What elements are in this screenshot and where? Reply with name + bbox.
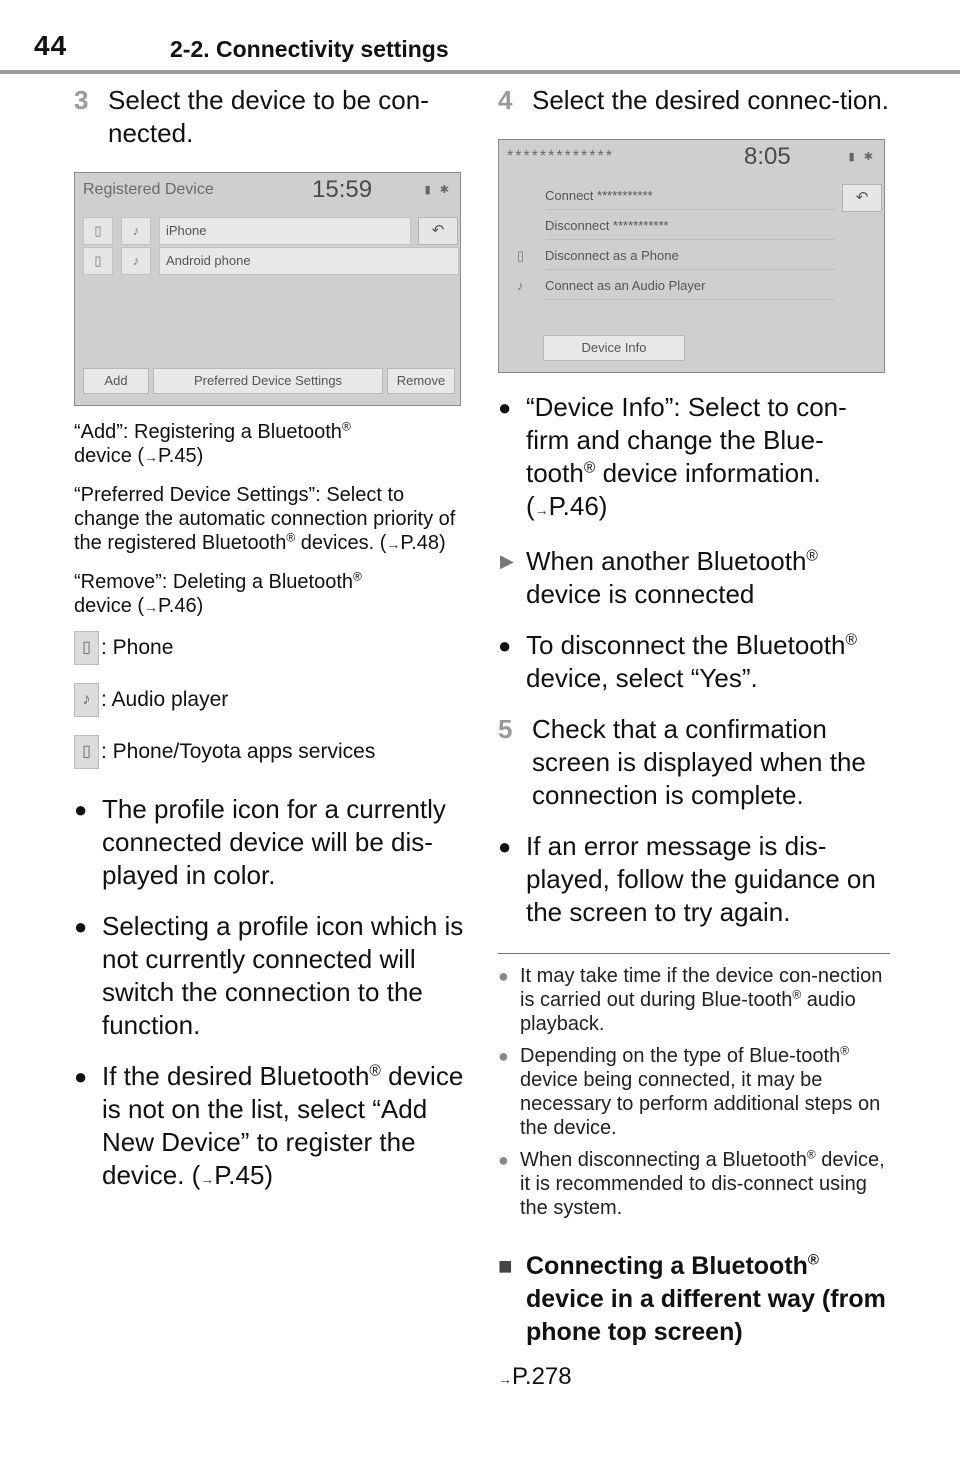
arrow-icon: → [534,502,549,518]
registered-mark: ® [353,569,362,584]
triangle-icon: ▶ [500,551,514,571]
arrow-icon: → [200,1171,215,1187]
connect-as-audio-player-option: Connect as an Audio Player [545,272,835,300]
bullet-text: device information. ( [526,458,821,521]
notes-divider [498,953,890,954]
note-playback [498,964,890,1036]
back-icon: ↶ [842,184,882,212]
arrow-icon: → [144,599,159,615]
bullet-profile-icon [74,793,466,892]
bullet-text: “Device Info”: Select to con-firm and change the Blue-tooth [526,392,847,488]
device-row-android: Android phone [159,247,459,275]
bullet-icon: ● [74,914,88,939]
arrow-icon: → [386,536,401,552]
step-text: Check that a confirmation screen is displayed when the connection is complete. [532,714,866,810]
bullet-icon: ● [74,1064,88,1089]
left-column [74,84,466,1196]
step-text: Select the device to be con-nected. [108,85,429,148]
caption-preferred [74,483,466,556]
step-4 [498,84,890,117]
bullet-add-new-device [74,1060,466,1196]
registered-mark: ® [341,419,351,434]
registered-mark: ® [792,987,802,1002]
page-reference: P.45) [214,1160,274,1190]
status-icons: ▮ ✱ [848,151,876,163]
screen-clock: 8:05 [744,143,791,170]
condition-text: When another Bluetooth [526,546,807,576]
phone-icon: ▯ [517,248,525,263]
page-reference: P.45) [158,445,204,467]
step-3 [74,84,466,150]
music-note-icon: ♪ [121,217,151,245]
page-reference: P.278 [512,1363,572,1390]
registered-mark: ® [583,459,596,477]
add-button: Add [83,368,149,394]
bullet-disconnect [498,629,890,695]
note-text: device being connected, it may be necessary to perform additional steps on the device. [520,1069,881,1139]
section-title: 2-2. Connectivity settings [170,36,449,62]
page-reference: P.46) [548,491,608,521]
step-number: 4 [498,85,513,115]
condition-another-device [498,545,890,611]
registered-mark: ® [806,547,818,565]
phone-icon: ▯ [83,247,113,275]
arrow-icon: → [144,449,159,465]
note-bullet-icon: ● [498,1150,509,1170]
legend-phone-apps [74,735,466,775]
music-note-icon: ♪ [121,247,151,275]
registered-device-screenshot [74,172,461,406]
back-icon: ↶ [418,217,458,245]
note-bullet-icon: ● [498,1046,509,1066]
caption-text: device ( [74,445,145,467]
registered-mark: ® [806,1147,816,1162]
screen-title: ************* [507,148,614,165]
phone-apps-icon: ▯ [83,217,113,245]
caption-text: devices. ( [300,532,387,554]
bullet-error-message [498,830,890,929]
bullet-text: device is not on the list, select “Add New Device” to register the device. ( [102,1061,464,1190]
phone-icon: ▯ [74,631,99,665]
step-number: 5 [498,714,513,744]
note-text: When disconnecting a Bluetooth [520,1149,807,1171]
phone-apps-icon: ▯ [74,735,99,769]
caption-add [74,420,466,469]
caption-text: device ( [74,595,145,617]
bullet-icon: ● [498,633,512,658]
caption-text: “Add”: Registering a Bluetooth [74,421,342,443]
note-text: audio playback. [520,989,856,1035]
legend-audio-player [74,683,466,723]
note-text: device, it is recommended to dis-connect using the system. [520,1149,885,1219]
legend-label: : Phone/Toyota apps services [101,740,376,763]
registered-mark: ® [807,1251,819,1269]
step-number: 3 [74,85,89,115]
note-bullet-icon: ● [498,966,509,986]
preferred-device-settings-button: Preferred Device Settings [153,368,383,394]
bullet-text: If the desired Bluetooth [102,1061,370,1091]
bullet-switch-connection [74,910,466,1042]
bullet-icon: ● [498,395,512,420]
page-reference: P.48) [400,532,446,554]
step-5 [498,713,890,812]
right-column [498,84,890,1391]
registered-mark: ® [840,1043,850,1058]
arrow-icon: → [498,1371,512,1387]
page-number: 44 [34,30,68,61]
device-row-iphone: iPhone [159,217,411,245]
note-disconnecting [498,1148,890,1220]
caption-text: “Remove”: Deleting a Bluetooth [74,571,354,593]
bullet-icon: ● [498,834,512,859]
legend-label: : Audio player [101,688,229,711]
step-text: Select the desired connec-tion. [532,85,889,115]
registered-mark: ® [845,631,857,649]
remove-button: Remove [387,368,455,394]
note-text: Depending on the type of Blue-tooth [520,1045,841,1067]
caption-remove [74,570,466,619]
subsection-reference [498,1363,890,1391]
screen-clock: 15:59 [312,176,373,203]
page-header [0,0,960,76]
bullet-text: The profile icon for a currently connected device will be dis-played in color. [102,794,446,890]
music-note-icon: ♪ [74,683,99,717]
status-icons: ▮ ✱ [424,184,452,196]
bullet-device-info [498,391,890,527]
heading-text: device in a different way (from phone top screen) [526,1285,886,1346]
heading-text: Connecting a Bluetooth [526,1252,808,1280]
screen-title: Registered Device [83,181,214,198]
bullet-text: To disconnect the Bluetooth [526,630,846,660]
registered-mark: ® [286,530,296,545]
legend-phone [74,631,466,671]
music-note-icon: ♪ [517,278,524,293]
device-connection-screenshot [498,139,885,373]
subsection-heading [498,1250,890,1349]
condition-text: device is connected [526,579,755,609]
bullet-text: Selecting a profile icon which is not currently connected will switch the connection to the function. [102,911,464,1040]
note-text: It may take time if the device con-nection is carried out during Blue-tooth [520,965,883,1011]
bullet-text: device, select “Yes”. [526,663,758,693]
disconnect-option: Disconnect *********** [545,212,835,240]
connect-option: Connect *********** [545,182,835,210]
bullet-icon: ● [74,797,88,822]
disconnect-as-phone-option: Disconnect as a Phone [545,242,835,270]
bullet-text: If an error message is dis-played, follow the guidance on the screen to try again. [526,831,876,927]
registered-mark: ® [369,1062,381,1080]
note-additional-steps [498,1044,890,1140]
page-reference: P.46) [158,595,204,617]
header-divider [0,70,960,74]
device-info-button: Device Info [543,335,685,361]
square-bullet-icon: ■ [498,1253,513,1280]
legend-label: : Phone [101,636,174,659]
caption-text: “Preferred Device Settings”: Select to change the automatic connection priority of the registered Bluetooth [74,484,456,554]
